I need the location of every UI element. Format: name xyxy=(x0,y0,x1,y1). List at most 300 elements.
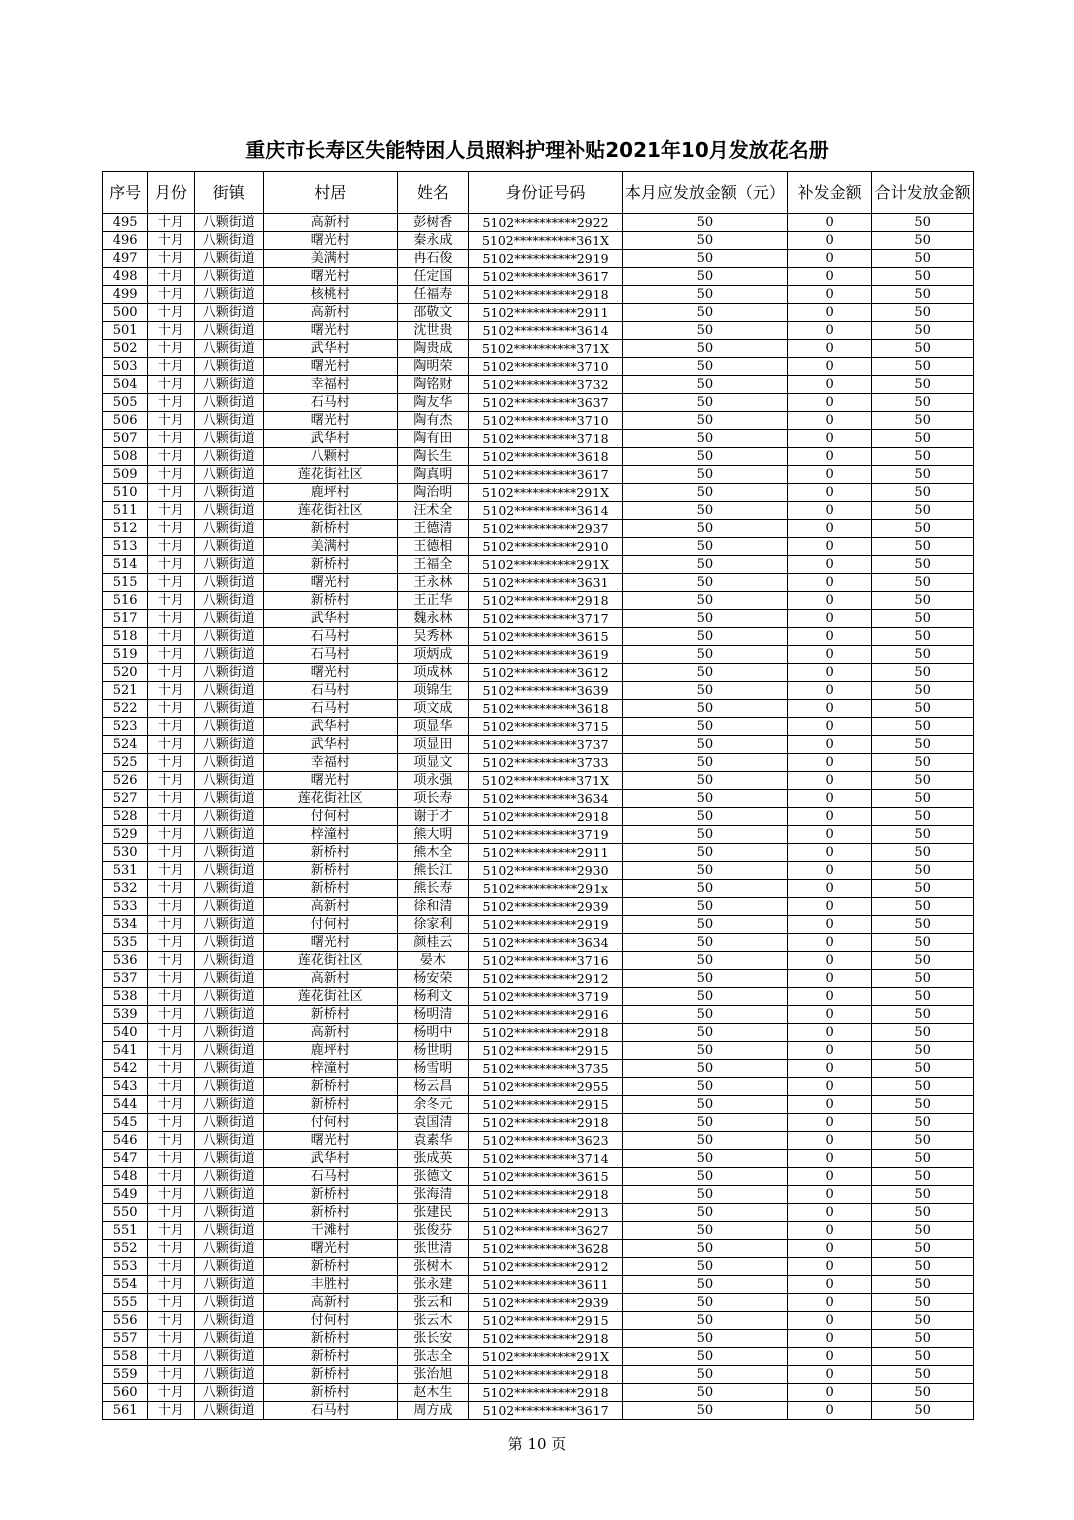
cell-id-number: 5102**********2918 xyxy=(469,1186,623,1204)
cell-seq: 509 xyxy=(103,466,148,484)
cell-name: 陶铭财 xyxy=(397,376,468,394)
cell-month: 十月 xyxy=(148,484,194,502)
cell-month: 十月 xyxy=(148,808,194,826)
cell-supplement: 0 xyxy=(787,1222,871,1240)
cell-monthly-amount: 50 xyxy=(622,646,787,664)
cell-village: 石马村 xyxy=(263,1168,397,1186)
cell-street: 八颗街道 xyxy=(194,520,263,538)
cell-seq: 553 xyxy=(103,1258,148,1276)
cell-supplement: 0 xyxy=(787,1402,871,1420)
cell-total: 50 xyxy=(872,1294,974,1312)
cell-id-number: 5102**********3618 xyxy=(469,700,623,718)
cell-street: 八颗街道 xyxy=(194,1366,263,1384)
table-row xyxy=(103,340,974,358)
table-row xyxy=(103,1402,974,1420)
cell-month: 十月 xyxy=(148,790,194,808)
table-row xyxy=(103,898,974,916)
cell-supplement: 0 xyxy=(787,988,871,1006)
cell-id-number: 5102**********2918 xyxy=(469,1330,623,1348)
cell-month: 十月 xyxy=(148,340,194,358)
cell-name: 熊木全 xyxy=(397,844,468,862)
cell-total: 50 xyxy=(872,1186,974,1204)
table-row xyxy=(103,1222,974,1240)
cell-total: 50 xyxy=(872,1132,974,1150)
cell-total: 50 xyxy=(872,1402,974,1420)
cell-id-number: 5102**********2919 xyxy=(469,250,623,268)
cell-street: 八颗街道 xyxy=(194,628,263,646)
cell-supplement: 0 xyxy=(787,808,871,826)
cell-monthly-amount: 50 xyxy=(622,754,787,772)
cell-month: 十月 xyxy=(148,538,194,556)
col-header-village: 村居 xyxy=(263,172,397,214)
cell-month: 十月 xyxy=(148,952,194,970)
cell-name: 陶明荣 xyxy=(397,358,468,376)
cell-street: 八颗街道 xyxy=(194,214,263,232)
cell-id-number: 5102**********3719 xyxy=(469,988,623,1006)
cell-name: 袁国清 xyxy=(397,1114,468,1132)
cell-village: 曙光村 xyxy=(263,232,397,250)
cell-monthly-amount: 50 xyxy=(622,1384,787,1402)
cell-name: 魏永林 xyxy=(397,610,468,628)
cell-total: 50 xyxy=(872,646,974,664)
cell-street: 八颗街道 xyxy=(194,556,263,574)
table-row xyxy=(103,718,974,736)
cell-total: 50 xyxy=(872,358,974,376)
table-row xyxy=(103,1384,974,1402)
cell-name: 王德清 xyxy=(397,520,468,538)
cell-total: 50 xyxy=(872,988,974,1006)
cell-month: 十月 xyxy=(148,1204,194,1222)
cell-monthly-amount: 50 xyxy=(622,412,787,430)
cell-name: 项锦生 xyxy=(397,682,468,700)
cell-monthly-amount: 50 xyxy=(622,250,787,268)
cell-village: 新桥村 xyxy=(263,1204,397,1222)
cell-street: 八颗街道 xyxy=(194,1402,263,1420)
cell-name: 沈世贵 xyxy=(397,322,468,340)
cell-month: 十月 xyxy=(148,1132,194,1150)
cell-seq: 512 xyxy=(103,520,148,538)
cell-street: 八颗街道 xyxy=(194,880,263,898)
cell-supplement: 0 xyxy=(787,1042,871,1060)
cell-supplement: 0 xyxy=(787,412,871,430)
cell-total: 50 xyxy=(872,862,974,880)
cell-monthly-amount: 50 xyxy=(622,1366,787,1384)
table-row xyxy=(103,610,974,628)
cell-month: 十月 xyxy=(148,430,194,448)
cell-supplement: 0 xyxy=(787,232,871,250)
cell-id-number: 5102**********3717 xyxy=(469,610,623,628)
cell-seq: 529 xyxy=(103,826,148,844)
cell-monthly-amount: 50 xyxy=(622,772,787,790)
cell-id-number: 5102**********3637 xyxy=(469,394,623,412)
cell-seq: 508 xyxy=(103,448,148,466)
cell-name: 杨明中 xyxy=(397,1024,468,1042)
cell-total: 50 xyxy=(872,304,974,322)
cell-id-number: 5102**********3615 xyxy=(469,628,623,646)
cell-monthly-amount: 50 xyxy=(622,1186,787,1204)
cell-total: 50 xyxy=(872,484,974,502)
cell-monthly-amount: 50 xyxy=(622,1402,787,1420)
cell-id-number: 5102**********2915 xyxy=(469,1096,623,1114)
cell-total: 50 xyxy=(872,574,974,592)
cell-village: 新桥村 xyxy=(263,862,397,880)
cell-name: 张树木 xyxy=(397,1258,468,1276)
roster-table xyxy=(102,171,974,1420)
table-row xyxy=(103,556,974,574)
cell-supplement: 0 xyxy=(787,628,871,646)
cell-id-number: 5102**********371X xyxy=(469,340,623,358)
cell-id-number: 5102**********3617 xyxy=(469,466,623,484)
cell-name: 杨世明 xyxy=(397,1042,468,1060)
cell-name: 张俊芬 xyxy=(397,1222,468,1240)
cell-village: 新桥村 xyxy=(263,1006,397,1024)
cell-total: 50 xyxy=(872,1222,974,1240)
cell-month: 十月 xyxy=(148,592,194,610)
cell-id-number: 5102**********2915 xyxy=(469,1042,623,1060)
table-row xyxy=(103,250,974,268)
cell-monthly-amount: 50 xyxy=(622,448,787,466)
cell-seq: 534 xyxy=(103,916,148,934)
cell-month: 十月 xyxy=(148,1168,194,1186)
cell-street: 八颗街道 xyxy=(194,1168,263,1186)
table-row xyxy=(103,934,974,952)
cell-month: 十月 xyxy=(148,862,194,880)
cell-total: 50 xyxy=(872,520,974,538)
cell-id-number: 5102**********291X xyxy=(469,484,623,502)
cell-id-number: 5102**********2939 xyxy=(469,1294,623,1312)
cell-monthly-amount: 50 xyxy=(622,844,787,862)
cell-seq: 524 xyxy=(103,736,148,754)
cell-village: 曙光村 xyxy=(263,772,397,790)
cell-month: 十月 xyxy=(148,1366,194,1384)
cell-total: 50 xyxy=(872,808,974,826)
table-row xyxy=(103,988,974,1006)
cell-name: 张建民 xyxy=(397,1204,468,1222)
cell-total: 50 xyxy=(872,1006,974,1024)
cell-name: 张成英 xyxy=(397,1150,468,1168)
cell-total: 50 xyxy=(872,700,974,718)
cell-monthly-amount: 50 xyxy=(622,1042,787,1060)
cell-village: 莲花街社区 xyxy=(263,790,397,808)
table-row xyxy=(103,502,974,520)
cell-street: 八颗街道 xyxy=(194,826,263,844)
cell-id-number: 5102**********3710 xyxy=(469,358,623,376)
cell-id-number: 5102**********3617 xyxy=(469,268,623,286)
cell-id-number: 5102**********3718 xyxy=(469,430,623,448)
table-row xyxy=(103,1186,974,1204)
cell-month: 十月 xyxy=(148,1078,194,1096)
cell-id-number: 5102**********3719 xyxy=(469,826,623,844)
cell-total: 50 xyxy=(872,592,974,610)
cell-village: 新桥村 xyxy=(263,520,397,538)
cell-seq: 503 xyxy=(103,358,148,376)
cell-seq: 552 xyxy=(103,1240,148,1258)
cell-total: 50 xyxy=(872,430,974,448)
cell-seq: 536 xyxy=(103,952,148,970)
cell-supplement: 0 xyxy=(787,772,871,790)
cell-village: 付何村 xyxy=(263,1114,397,1132)
cell-total: 50 xyxy=(872,1330,974,1348)
cell-month: 十月 xyxy=(148,1114,194,1132)
cell-total: 50 xyxy=(872,610,974,628)
cell-total: 50 xyxy=(872,214,974,232)
cell-monthly-amount: 50 xyxy=(622,790,787,808)
cell-name: 王福全 xyxy=(397,556,468,574)
cell-total: 50 xyxy=(872,844,974,862)
cell-month: 十月 xyxy=(148,520,194,538)
cell-supplement: 0 xyxy=(787,736,871,754)
cell-id-number: 5102**********2918 xyxy=(469,1384,623,1402)
cell-street: 八颗街道 xyxy=(194,1078,263,1096)
cell-monthly-amount: 50 xyxy=(622,466,787,484)
cell-supplement: 0 xyxy=(787,1150,871,1168)
cell-village: 新桥村 xyxy=(263,592,397,610)
cell-supplement: 0 xyxy=(787,1096,871,1114)
cell-total: 50 xyxy=(872,1150,974,1168)
cell-monthly-amount: 50 xyxy=(622,1312,787,1330)
cell-month: 十月 xyxy=(148,988,194,1006)
cell-total: 50 xyxy=(872,538,974,556)
cell-village: 曙光村 xyxy=(263,934,397,952)
document-title: 重庆市长寿区失能特困人员照料护理补贴2021年10月发放花名册 xyxy=(245,138,829,162)
cell-id-number: 5102**********3732 xyxy=(469,376,623,394)
cell-street: 八颗街道 xyxy=(194,682,263,700)
cell-name: 项显田 xyxy=(397,736,468,754)
cell-total: 50 xyxy=(872,412,974,430)
cell-seq: 554 xyxy=(103,1276,148,1294)
cell-supplement: 0 xyxy=(787,1348,871,1366)
cell-month: 十月 xyxy=(148,1294,194,1312)
cell-total: 50 xyxy=(872,1078,974,1096)
cell-street: 八颗街道 xyxy=(194,1294,263,1312)
cell-id-number: 5102**********3611 xyxy=(469,1276,623,1294)
cell-supplement: 0 xyxy=(787,1204,871,1222)
cell-total: 50 xyxy=(872,1240,974,1258)
cell-supplement: 0 xyxy=(787,556,871,574)
cell-supplement: 0 xyxy=(787,1186,871,1204)
cell-seq: 547 xyxy=(103,1150,148,1168)
cell-supplement: 0 xyxy=(787,970,871,988)
cell-name: 陶治明 xyxy=(397,484,468,502)
cell-seq: 500 xyxy=(103,304,148,322)
cell-id-number: 5102**********3619 xyxy=(469,646,623,664)
cell-supplement: 0 xyxy=(787,952,871,970)
cell-seq: 496 xyxy=(103,232,148,250)
cell-id-number: 5102**********3631 xyxy=(469,574,623,592)
cell-street: 八颗街道 xyxy=(194,322,263,340)
cell-village: 曙光村 xyxy=(263,412,397,430)
cell-id-number: 5102**********3623 xyxy=(469,1132,623,1150)
cell-name: 张云木 xyxy=(397,1312,468,1330)
cell-id-number: 5102**********3634 xyxy=(469,790,623,808)
cell-supplement: 0 xyxy=(787,484,871,502)
cell-monthly-amount: 50 xyxy=(622,1096,787,1114)
cell-village: 石马村 xyxy=(263,700,397,718)
cell-name: 徐和清 xyxy=(397,898,468,916)
cell-monthly-amount: 50 xyxy=(622,1204,787,1222)
cell-village: 曙光村 xyxy=(263,574,397,592)
table-row xyxy=(103,952,974,970)
cell-name: 邵敬文 xyxy=(397,304,468,322)
cell-supplement: 0 xyxy=(787,520,871,538)
cell-id-number: 5102**********291X xyxy=(469,556,623,574)
cell-id-number: 5102**********3614 xyxy=(469,502,623,520)
cell-monthly-amount: 50 xyxy=(622,376,787,394)
cell-village: 核桃村 xyxy=(263,286,397,304)
cell-village: 干滩村 xyxy=(263,1222,397,1240)
cell-month: 十月 xyxy=(148,1006,194,1024)
cell-month: 十月 xyxy=(148,1312,194,1330)
cell-name: 杨云昌 xyxy=(397,1078,468,1096)
cell-month: 十月 xyxy=(148,1042,194,1060)
cell-monthly-amount: 50 xyxy=(622,1348,787,1366)
cell-seq: 556 xyxy=(103,1312,148,1330)
cell-name: 陶有田 xyxy=(397,430,468,448)
cell-supplement: 0 xyxy=(787,1276,871,1294)
cell-street: 八颗街道 xyxy=(194,538,263,556)
cell-id-number: 5102**********2955 xyxy=(469,1078,623,1096)
cell-total: 50 xyxy=(872,916,974,934)
cell-village: 新桥村 xyxy=(263,1096,397,1114)
cell-village: 高新村 xyxy=(263,970,397,988)
cell-month: 十月 xyxy=(148,826,194,844)
cell-seq: 513 xyxy=(103,538,148,556)
cell-supplement: 0 xyxy=(787,1366,871,1384)
cell-id-number: 5102**********3615 xyxy=(469,1168,623,1186)
cell-supplement: 0 xyxy=(787,250,871,268)
table-header-row xyxy=(103,172,974,214)
cell-total: 50 xyxy=(872,250,974,268)
cell-id-number: 5102**********3617 xyxy=(469,1402,623,1420)
cell-village: 曙光村 xyxy=(263,358,397,376)
table-row xyxy=(103,700,974,718)
cell-monthly-amount: 50 xyxy=(622,1240,787,1258)
cell-id-number: 5102**********2916 xyxy=(469,1006,623,1024)
cell-seq: 540 xyxy=(103,1024,148,1042)
col-header-total: 合计发放金额 xyxy=(872,172,974,214)
cell-total: 50 xyxy=(872,340,974,358)
cell-village: 石马村 xyxy=(263,682,397,700)
cell-street: 八颗街道 xyxy=(194,898,263,916)
page-number: 第 10 页 xyxy=(507,1435,567,1453)
cell-supplement: 0 xyxy=(787,1024,871,1042)
cell-monthly-amount: 50 xyxy=(622,232,787,250)
cell-total: 50 xyxy=(872,466,974,484)
cell-month: 十月 xyxy=(148,880,194,898)
table-row xyxy=(103,1276,974,1294)
cell-name: 张治旭 xyxy=(397,1366,468,1384)
table-row xyxy=(103,628,974,646)
cell-supplement: 0 xyxy=(787,898,871,916)
cell-street: 八颗街道 xyxy=(194,268,263,286)
table-row xyxy=(103,790,974,808)
table-row xyxy=(103,1024,974,1042)
cell-total: 50 xyxy=(872,934,974,952)
cell-seq: 560 xyxy=(103,1384,148,1402)
cell-monthly-amount: 50 xyxy=(622,1024,787,1042)
cell-seq: 498 xyxy=(103,268,148,286)
col-header-supplement: 补发金额 xyxy=(787,172,871,214)
cell-street: 八颗街道 xyxy=(194,1222,263,1240)
cell-monthly-amount: 50 xyxy=(622,610,787,628)
col-header-monthly-amount: 本月应发放金额（元） xyxy=(622,172,787,214)
cell-supplement: 0 xyxy=(787,1258,871,1276)
cell-village: 高新村 xyxy=(263,1024,397,1042)
cell-seq: 523 xyxy=(103,718,148,736)
cell-monthly-amount: 50 xyxy=(622,988,787,1006)
cell-total: 50 xyxy=(872,502,974,520)
cell-seq: 516 xyxy=(103,592,148,610)
cell-supplement: 0 xyxy=(787,682,871,700)
cell-name: 张世清 xyxy=(397,1240,468,1258)
cell-id-number: 5102**********291X xyxy=(469,1348,623,1366)
cell-month: 十月 xyxy=(148,394,194,412)
cell-seq: 517 xyxy=(103,610,148,628)
cell-supplement: 0 xyxy=(787,340,871,358)
cell-monthly-amount: 50 xyxy=(622,574,787,592)
cell-village: 新桥村 xyxy=(263,1258,397,1276)
cell-street: 八颗街道 xyxy=(194,664,263,682)
cell-village: 丰胜村 xyxy=(263,1276,397,1294)
cell-street: 八颗街道 xyxy=(194,772,263,790)
cell-id-number: 5102**********2937 xyxy=(469,520,623,538)
table-row xyxy=(103,286,974,304)
cell-street: 八颗街道 xyxy=(194,790,263,808)
cell-village: 新桥村 xyxy=(263,1366,397,1384)
cell-seq: 559 xyxy=(103,1366,148,1384)
cell-name: 谢于才 xyxy=(397,808,468,826)
table-row xyxy=(103,1312,974,1330)
cell-id-number: 5102**********2911 xyxy=(469,304,623,322)
cell-id-number: 5102**********2918 xyxy=(469,808,623,826)
cell-street: 八颗街道 xyxy=(194,448,263,466)
cell-supplement: 0 xyxy=(787,790,871,808)
cell-total: 50 xyxy=(872,448,974,466)
cell-village: 武华村 xyxy=(263,736,397,754)
cell-supplement: 0 xyxy=(787,826,871,844)
cell-village: 新桥村 xyxy=(263,1078,397,1096)
table-row xyxy=(103,538,974,556)
table-row xyxy=(103,412,974,430)
cell-street: 八颗街道 xyxy=(194,502,263,520)
cell-monthly-amount: 50 xyxy=(622,1222,787,1240)
cell-seq: 518 xyxy=(103,628,148,646)
cell-village: 付何村 xyxy=(263,808,397,826)
cell-monthly-amount: 50 xyxy=(622,430,787,448)
table-row xyxy=(103,1258,974,1276)
cell-street: 八颗街道 xyxy=(194,1096,263,1114)
table-row xyxy=(103,862,974,880)
cell-seq: 558 xyxy=(103,1348,148,1366)
cell-supplement: 0 xyxy=(787,394,871,412)
cell-total: 50 xyxy=(872,1042,974,1060)
cell-village: 石马村 xyxy=(263,1402,397,1420)
cell-total: 50 xyxy=(872,1204,974,1222)
cell-name: 项显华 xyxy=(397,718,468,736)
cell-month: 十月 xyxy=(148,268,194,286)
cell-total: 50 xyxy=(872,664,974,682)
cell-month: 十月 xyxy=(148,286,194,304)
cell-name: 熊长江 xyxy=(397,862,468,880)
cell-street: 八颗街道 xyxy=(194,736,263,754)
cell-total: 50 xyxy=(872,772,974,790)
cell-month: 十月 xyxy=(148,358,194,376)
cell-seq: 514 xyxy=(103,556,148,574)
cell-street: 八颗街道 xyxy=(194,1312,263,1330)
cell-id-number: 5102**********3716 xyxy=(469,952,623,970)
cell-street: 八颗街道 xyxy=(194,412,263,430)
cell-village: 新桥村 xyxy=(263,844,397,862)
